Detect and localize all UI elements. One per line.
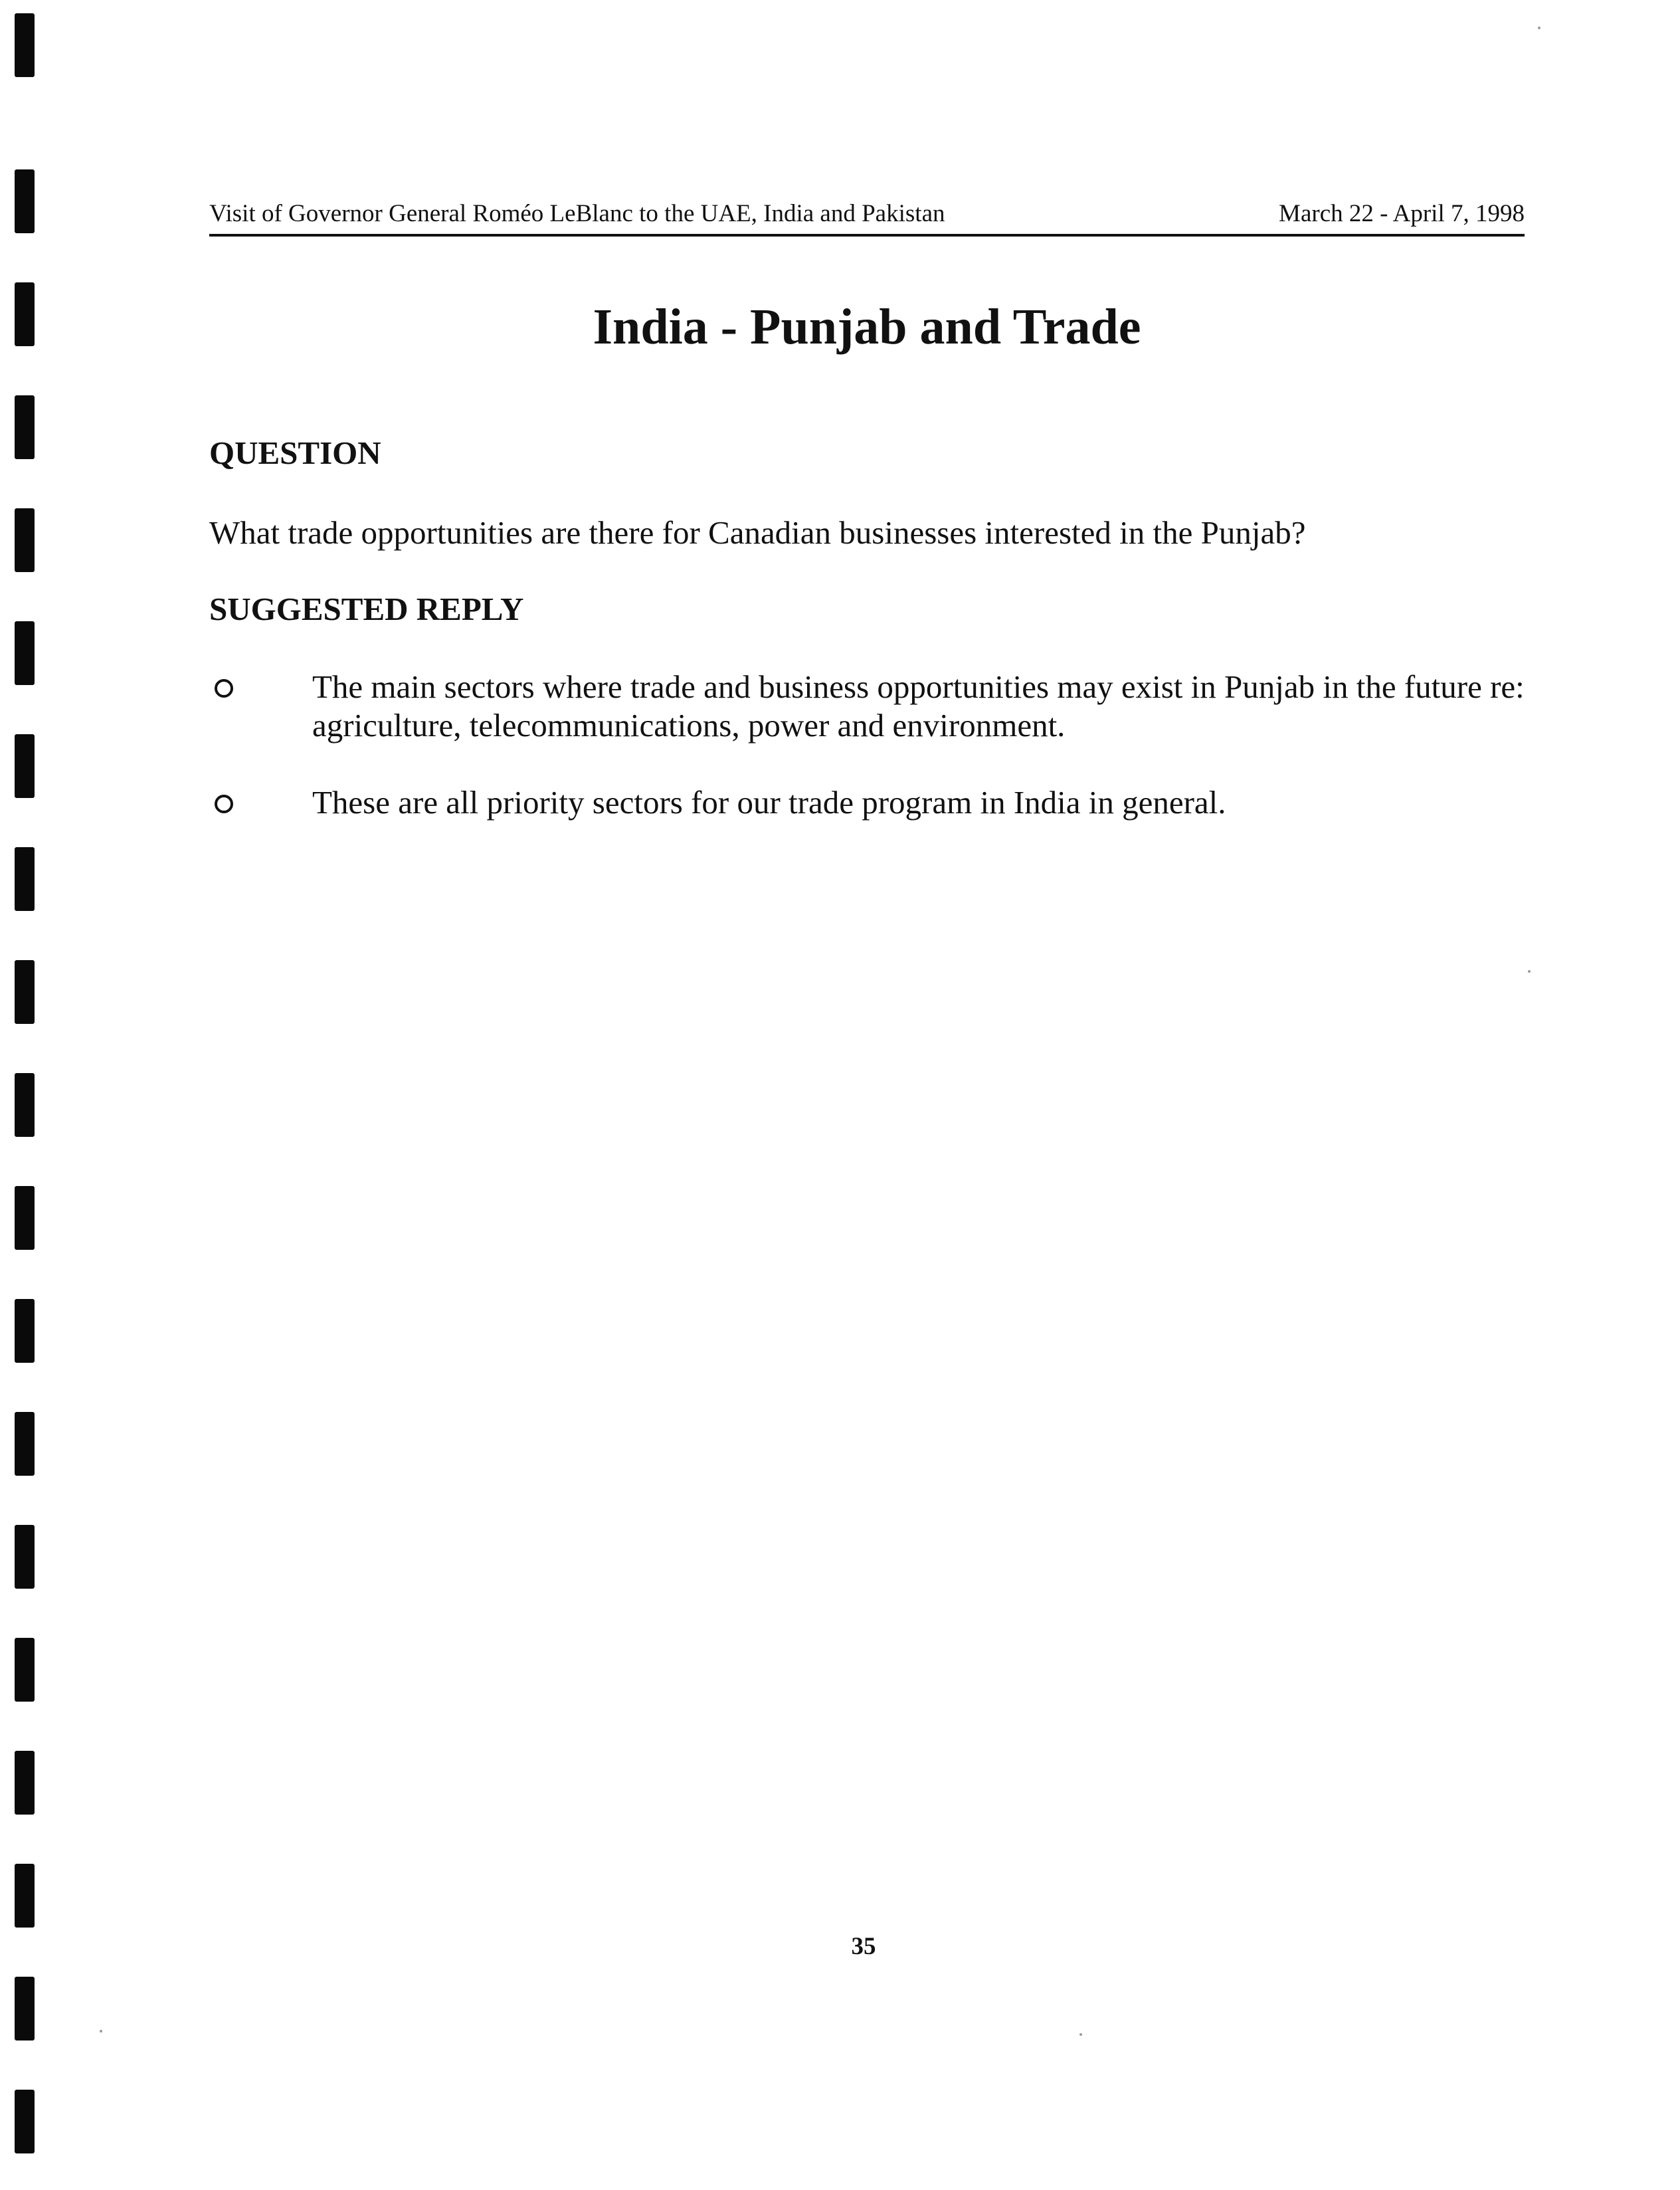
header-rule	[209, 234, 1525, 237]
binder-mark	[15, 1864, 35, 1928]
binder-mark	[15, 960, 35, 1024]
running-header	[209, 197, 1525, 231]
page-title: India - Punjab and Trade	[593, 299, 1141, 355]
binder-mark	[15, 1073, 35, 1137]
binder-mark	[15, 2090, 35, 2153]
reply-bullet-list	[209, 668, 1525, 860]
binder-mark	[15, 169, 35, 233]
binder-mark	[15, 1751, 35, 1815]
scan-speck	[1528, 970, 1531, 973]
page-number: 35	[851, 1933, 876, 1960]
binder-mark	[15, 621, 35, 685]
scan-speck	[100, 2030, 102, 2033]
reply-bullet-text: The main sectors where trade and business opportunities may exist in Punjab in the future re: agriculture, telecommunications, power and environment.	[312, 668, 1525, 744]
reply-bullet-item	[209, 783, 1525, 822]
binder-mark	[15, 1525, 35, 1589]
binder-mark	[15, 734, 35, 798]
question-heading: QUESTION	[209, 435, 381, 471]
scan-speck	[1538, 27, 1540, 29]
binder-mark	[15, 1638, 35, 1702]
circle-bullet-icon	[215, 679, 233, 698]
binder-mark	[15, 395, 35, 459]
scan-speck	[1079, 2033, 1082, 2036]
binder-mark	[15, 282, 35, 346]
binder-mark	[15, 1977, 35, 2041]
circle-bullet-icon	[215, 795, 233, 813]
binder-mark	[15, 508, 35, 572]
header-document-title: Visit of Governor General Roméo LeBlanc to the UAE, India and Pakistan	[209, 200, 945, 227]
binder-mark	[15, 1299, 35, 1363]
binder-mark	[15, 1186, 35, 1250]
reply-bullet-text: These are all priority sectors for our trade program in India in general.	[312, 784, 1226, 821]
binder-mark	[15, 13, 35, 77]
binder-mark	[15, 847, 35, 911]
reply-bullet-item	[209, 668, 1525, 745]
suggested-reply-heading: SUGGESTED REPLY	[209, 591, 524, 627]
question-text: What trade opportunities are there for Canadian businesses interested in the Punjab?	[209, 514, 1306, 551]
binder-mark	[15, 1412, 35, 1476]
header-date-range: March 22 - April 7, 1998	[1279, 200, 1525, 227]
